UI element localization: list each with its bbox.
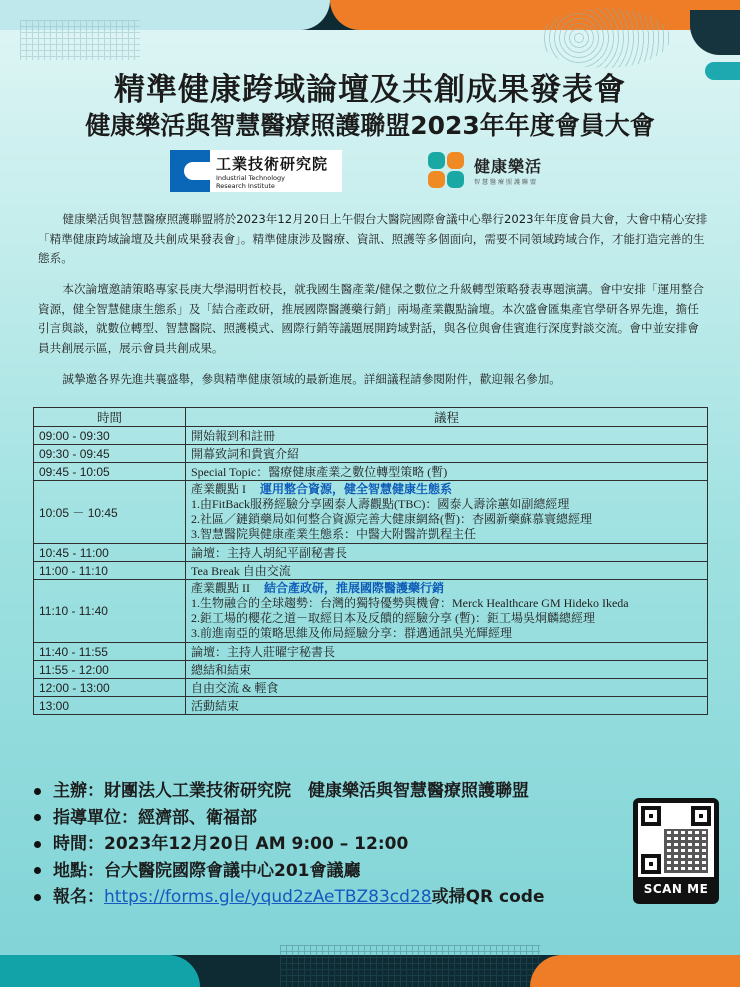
agenda-time: 11:55 - 12:00 bbox=[34, 661, 186, 679]
block-highlight: 結合產政研，推展國際醫護藥行銷 bbox=[264, 581, 445, 595]
agenda-time: 11:10 - 11:40 bbox=[34, 580, 186, 643]
list-item bbox=[34, 884, 545, 911]
agenda-table bbox=[33, 407, 708, 715]
table-row bbox=[34, 643, 708, 661]
decor-rings bbox=[540, 8, 670, 68]
table-row bbox=[34, 679, 708, 697]
register-link[interactable]: https://forms.gle/yqud2zAeTBZ83cd28 bbox=[104, 887, 432, 907]
block-title: 產業觀點 I bbox=[191, 482, 246, 496]
agenda-item: 活動結束 bbox=[186, 697, 708, 715]
agenda-item: 論壇：主持人胡紀平副秘書長 bbox=[186, 544, 708, 562]
table-row bbox=[34, 481, 708, 544]
block-line: 2.社區／鏈鎖藥局如何整合資源完善大健康網絡(暫)：杏國新藥蘇慕寰總經理 bbox=[191, 512, 592, 526]
bottom-decor-teal bbox=[0, 955, 200, 987]
table-row bbox=[34, 463, 708, 481]
itri-logo bbox=[170, 150, 342, 192]
guidance-text: 指導單位：經濟部、衛福部 bbox=[53, 807, 257, 828]
block-line: 2.鉅工場的櫻花之道－取經日本及反饋的經驗分享 (暫)：鉅工場吳炯麟總經理 bbox=[191, 611, 595, 625]
agenda-block bbox=[186, 481, 708, 544]
table-row bbox=[34, 445, 708, 463]
intro-paragraph-1: 健康樂活與智慧醫療照護聯盟將於2023年12月20日上午假台大醫院國際會議中心舉行2023年年度會員大會，大會中精心安排「精準健康跨域論壇及共創成果發表會」。精準健康涉及醫療、資訊、照護等多個面向，需要不同領域跨域合作，才能打造完善的生態系。 bbox=[38, 212, 708, 265]
bullet-icon bbox=[34, 894, 41, 901]
place-text: 地點：台大醫院國際會議中心201會議廳 bbox=[53, 860, 361, 881]
list-item bbox=[34, 805, 545, 832]
itri-logo-mark bbox=[170, 150, 210, 192]
agenda-time: 09:45 - 10:05 bbox=[34, 463, 186, 481]
bullet-icon bbox=[34, 841, 41, 848]
agenda-time: 11:00 - 11:10 bbox=[34, 562, 186, 580]
block-line: 1.生物融合的全球趨勢：台灣的獨特優勢與機會：Merck Healthcare GM Hideko Ikeda bbox=[191, 596, 629, 610]
agenda-item: 論壇：主持人莊曜宇秘書長 bbox=[186, 643, 708, 661]
block-title: 產業觀點 II bbox=[191, 581, 250, 595]
agenda-time: 13:00 bbox=[34, 697, 186, 715]
event-info-list bbox=[34, 778, 545, 911]
bullet-icon bbox=[34, 788, 41, 795]
qr-code[interactable] bbox=[633, 798, 719, 904]
table-row bbox=[34, 427, 708, 445]
agenda-header-row bbox=[34, 408, 708, 427]
agenda-time: 10:05 － 10:45 bbox=[34, 481, 186, 544]
health-name-cn: 健康樂活 bbox=[474, 157, 543, 176]
qr-code-image bbox=[638, 803, 714, 877]
agenda-block bbox=[186, 580, 708, 643]
top-decor-orange bbox=[330, 0, 740, 30]
register-suffix: 或掃QR code bbox=[431, 887, 545, 907]
page-title: 精準健康跨域論壇及共創成果發表會 bbox=[114, 72, 626, 108]
table-row bbox=[34, 544, 708, 562]
table-row bbox=[34, 562, 708, 580]
itri-name-cn: 工業技術研究院 bbox=[216, 154, 329, 173]
agenda-time: 11:40 - 11:55 bbox=[34, 643, 186, 661]
page-subtitle: 健康樂活與智慧醫療照護聯盟2023年年度會員大會 bbox=[85, 111, 655, 140]
table-row bbox=[34, 580, 708, 643]
agenda-item: 開幕致詞和貴賓介紹 bbox=[186, 445, 708, 463]
table-row bbox=[34, 697, 708, 715]
bullet-icon bbox=[34, 814, 41, 821]
list-item bbox=[34, 858, 545, 885]
agenda-item: Special Topic：醫療健康產業之數位轉型策略 (暫) bbox=[186, 463, 708, 481]
agenda-item: Tea Break 自由交流 bbox=[186, 562, 708, 580]
block-line: 3.智慧醫院與健康產業生態系：中醫大附醫許凱程主任 bbox=[191, 527, 477, 541]
list-item bbox=[34, 778, 545, 805]
list-item bbox=[34, 831, 545, 858]
block-line: 3.前進南亞的策略思維及佈局經驗分享：群邁通訊吳光輝經理 bbox=[191, 626, 513, 640]
bullet-icon bbox=[34, 867, 41, 874]
agenda-item: 開始報到和註冊 bbox=[186, 427, 708, 445]
health-alliance-logo bbox=[426, 150, 542, 190]
decor-corner-dark bbox=[690, 10, 740, 55]
organizer-text: 主辦：財團法人工業技術研究院 健康樂活與智慧醫療照護聯盟 bbox=[53, 781, 529, 801]
intro-paragraph-2: 本次論壇邀請策略專家長庚大學湯明哲校長，就我國生醫產業/健保之數位之升級轉型策略發表專題演講。會中安排「運用整合資源，健全智慧健康生態系」及「結合產政研，推展國際醫護藥行銷」兩場產業觀點論壇。本次盛會匯集產官學研各界先進，擔任引言與談，就數位轉型、智慧醫院、照護模式、國際行銷等議題展開跨域對話，與各位與會佳賓進行深度對談交流。會中並安排會員共創展示區，展示會員共創成果。 bbox=[38, 282, 704, 355]
block-highlight: 運用整合資源，健全智慧健康生態系 bbox=[260, 482, 453, 496]
itri-name-en-1: Industrial Technology bbox=[216, 173, 285, 182]
health-name-sub: 智慧醫療照護聯盟 bbox=[474, 179, 539, 186]
agenda-time: 09:30 - 09:45 bbox=[34, 445, 186, 463]
time-text: 時間：2023年12月20日 AM 9:00 – 12:00 bbox=[53, 834, 409, 854]
bottom-decor-grid bbox=[280, 945, 540, 987]
agenda-time: 09:00 - 09:30 bbox=[34, 427, 186, 445]
table-row bbox=[34, 661, 708, 679]
agenda-time: 10:45 - 11:00 bbox=[34, 544, 186, 562]
itri-name-en-2: Research Institute bbox=[216, 181, 275, 190]
agenda-time: 12:00 - 13:00 bbox=[34, 679, 186, 697]
health-logo-mark bbox=[426, 150, 466, 190]
agenda-item: 總結和結束 bbox=[186, 661, 708, 679]
agenda-header-time: 時間 bbox=[34, 408, 186, 427]
agenda-header-item: 議程 bbox=[186, 408, 708, 427]
block-line: 1.由FitBack服務經驗分享國泰人壽觀點(TBC)：國泰人壽涂蕙如副總經理 bbox=[191, 497, 570, 511]
qr-label: SCAN ME bbox=[643, 882, 709, 896]
agenda-item: 自由交流 & 輕食 bbox=[186, 679, 708, 697]
decor-grid bbox=[20, 20, 140, 60]
bottom-decor-orange bbox=[530, 955, 740, 987]
intro-paragraph-3: 誠摯邀各界先進共襄盛舉，參與精準健康領域的最新進展。詳細議程請參閱附件，歡迎報名參加。 bbox=[62, 372, 561, 386]
register-prefix: 報名： bbox=[53, 887, 104, 907]
